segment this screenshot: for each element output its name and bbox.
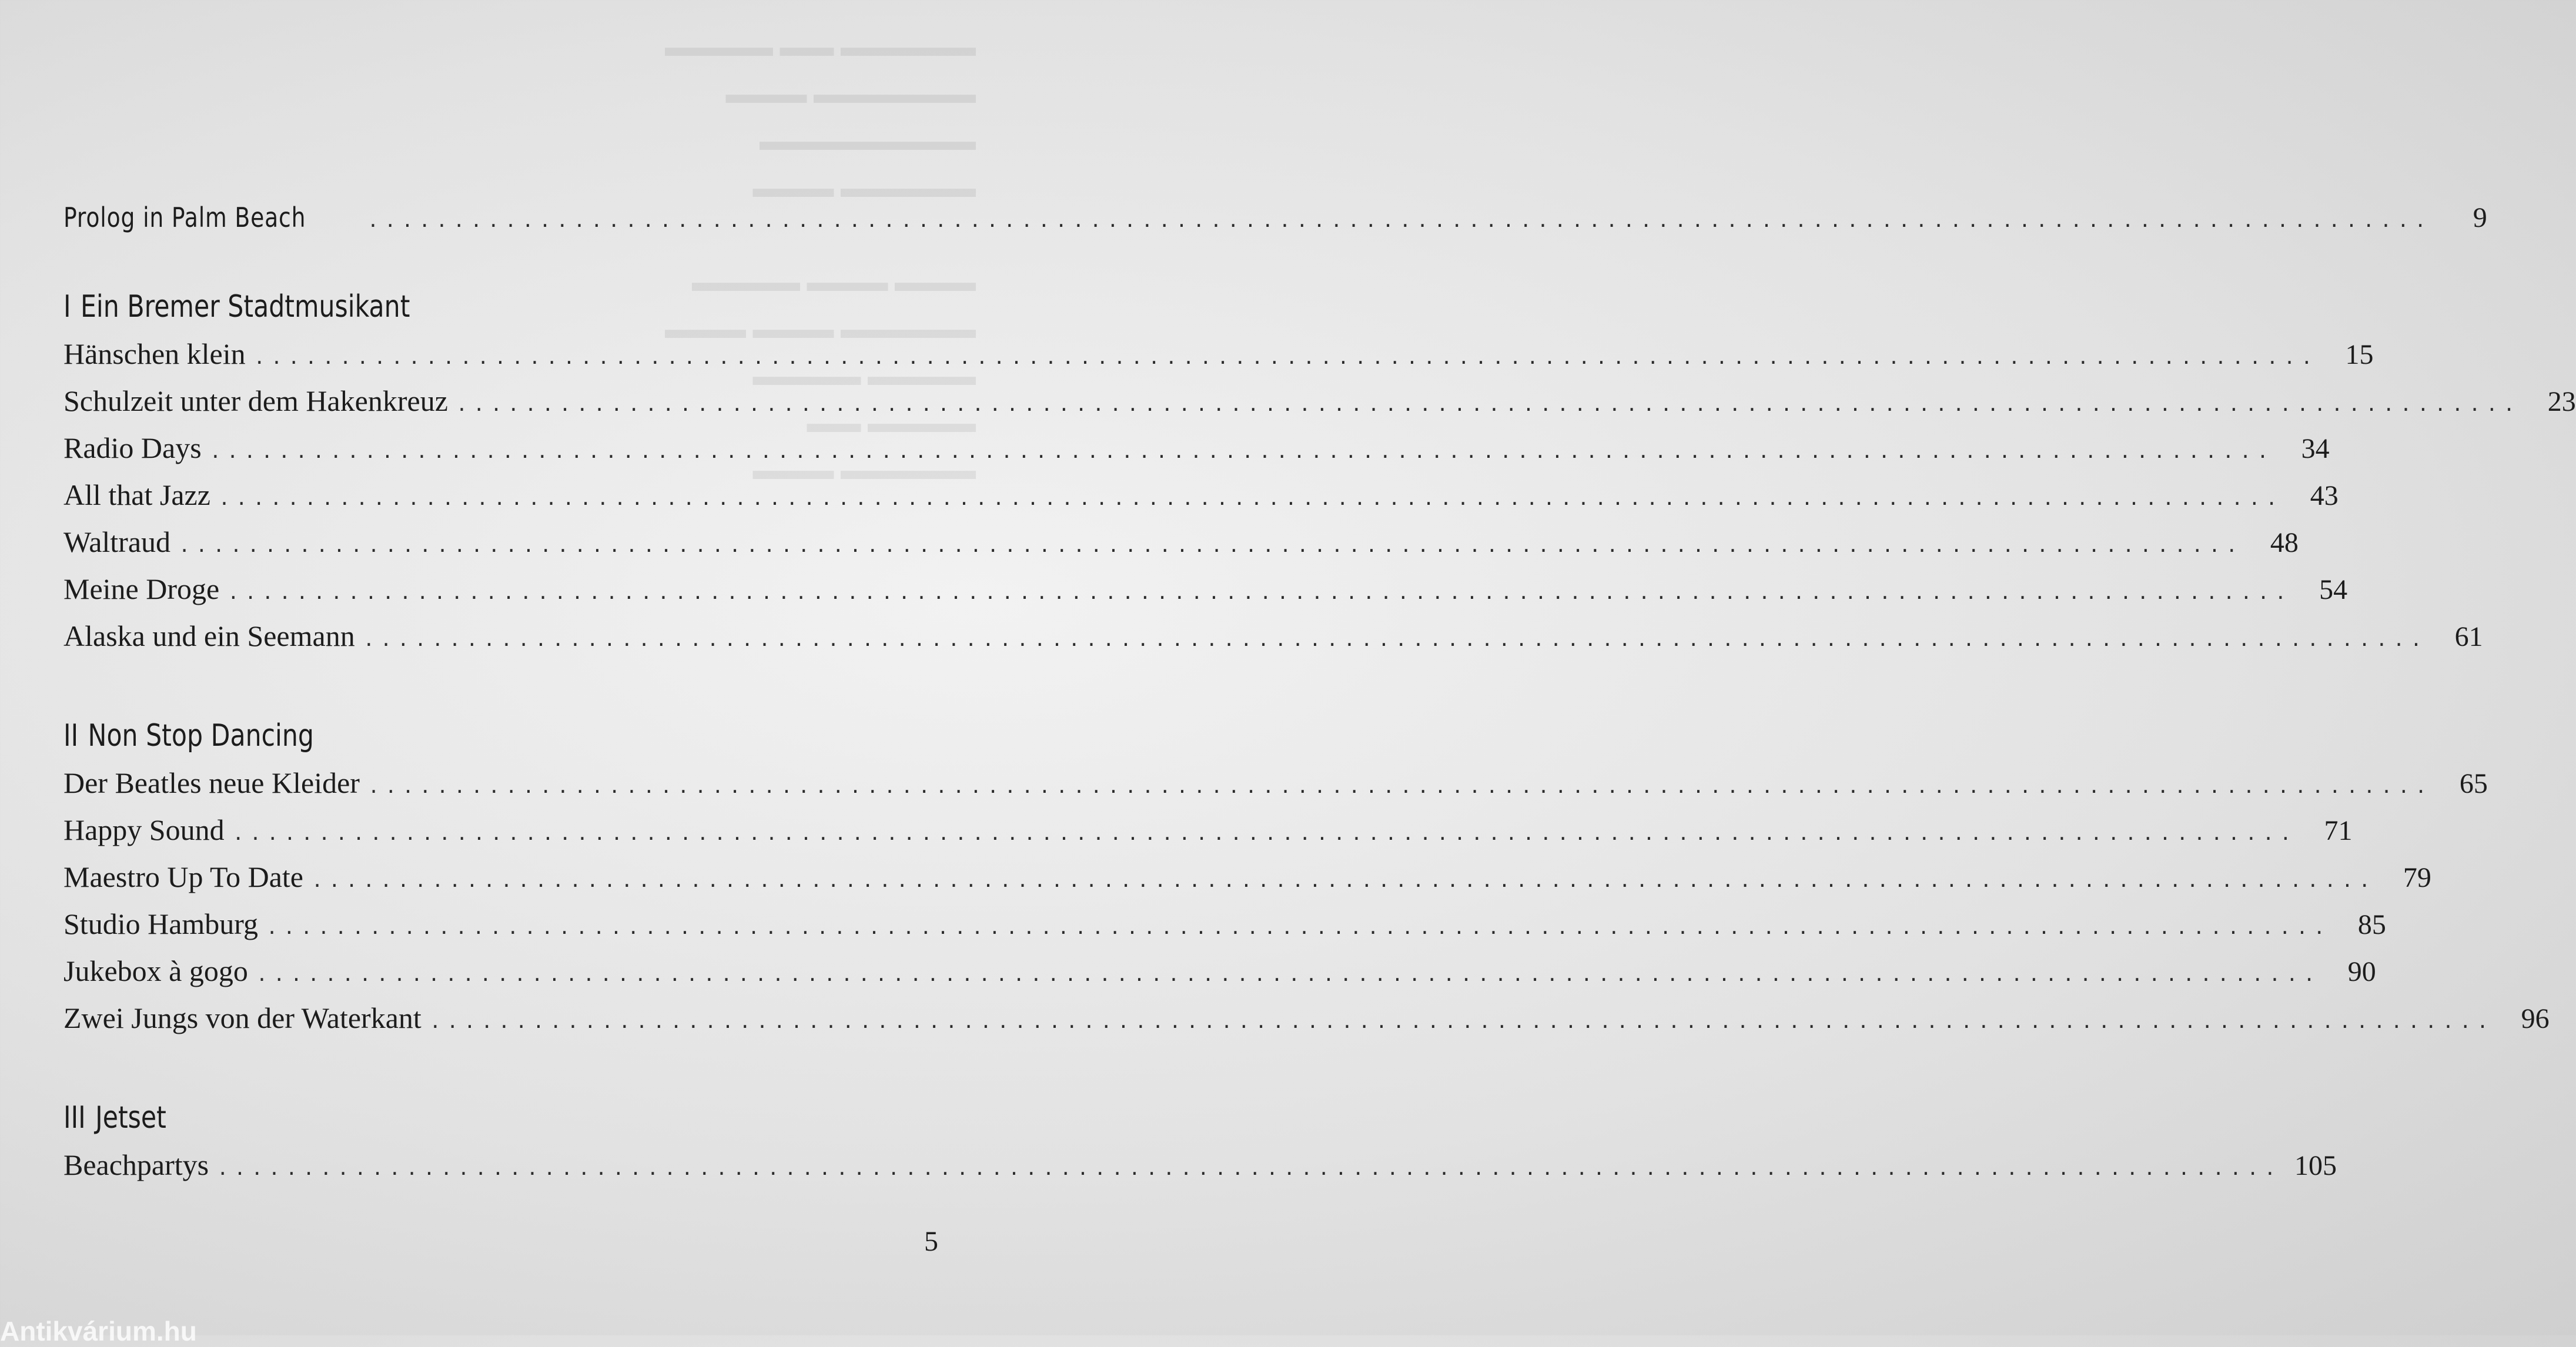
entry-page-number: 105 xyxy=(2294,1150,2337,1181)
toc-entry xyxy=(63,424,2330,471)
part-number: II xyxy=(63,718,79,753)
toc-entry-prolog xyxy=(63,194,2487,241)
part-title: Non Stop Dancing xyxy=(88,718,314,753)
toc-entry xyxy=(63,330,2374,377)
entry-title: Meine Droge xyxy=(63,572,220,605)
toc-entry xyxy=(63,947,2376,994)
toc-entry xyxy=(63,518,2299,565)
dot-leader: ........................................................................................................................ xyxy=(256,963,2321,986)
toc-entry xyxy=(63,565,2348,612)
entry-title: Jukebox à gogo xyxy=(63,954,248,987)
entry-page-number: 61 xyxy=(2454,621,2483,652)
dot-leader: ........................................................................................................................ xyxy=(456,393,2521,416)
part-title: Ein Bremer Stadtmusikant xyxy=(80,289,410,324)
toc-entry xyxy=(63,994,2550,1041)
entry-title: Happy Sound xyxy=(63,813,225,846)
dot-leader: ........................................................................................................................ xyxy=(311,869,2376,892)
part-heading xyxy=(63,712,777,759)
toc-entry xyxy=(63,471,2339,518)
entry-title: Waltraud xyxy=(63,525,171,558)
entry-title: All that Jazz xyxy=(63,478,210,511)
part-number: III xyxy=(63,1100,86,1135)
entry-page-number: 54 xyxy=(2319,574,2348,605)
entry-page-number: 90 xyxy=(2347,956,2376,987)
page-number: 5 xyxy=(924,1226,938,1257)
entry-title: Zwei Jungs von der Waterkant xyxy=(63,1001,421,1034)
dot-leader: ........................................................................................................................ xyxy=(218,487,2283,510)
toc-entry xyxy=(63,759,2488,806)
dot-leader: ........................................................................................................................ xyxy=(209,440,2274,463)
part-heading xyxy=(63,283,777,330)
watermark: Antikvárium.hu xyxy=(0,1316,197,1346)
part-heading xyxy=(63,1094,777,1141)
entry-title: Radio Days xyxy=(63,431,202,464)
entry-page-number: 85 xyxy=(2357,909,2386,940)
entry-title: Alaska und ein Seemann xyxy=(63,619,355,652)
dot-leader: ........................................................................................................................ xyxy=(429,1010,2494,1033)
dot-leader: ........................................................................................................................ xyxy=(232,822,2297,845)
toc-entry xyxy=(63,853,2431,900)
entry-page-number: 48 xyxy=(2270,527,2299,558)
entry-page-number: 43 xyxy=(2310,480,2339,511)
entry-page-number: 15 xyxy=(2345,339,2374,370)
dot-leader: ........................................................................................................................ xyxy=(179,534,2243,557)
part-number: I xyxy=(63,289,71,324)
dot-leader: ........................................................................................................................ xyxy=(217,1157,2281,1180)
entry-title: Maestro Up To Date xyxy=(63,860,303,893)
entry-title: Prolog in Palm Beach xyxy=(63,202,306,233)
toc-entry xyxy=(63,377,2576,424)
reverse-side-bleed-through: ▬▬▬▬ ▬▬ ▬▬▬▬▬ ▬▬▬ ▬▬▬▬▬▬ ▬▬▬▬▬▬▬▬ ▬▬▬ ▬▬▬▬▬ ▬▬▬▬ ▬▬▬ ▬▬▬ ▬▬▬ ▬▬▬ ▬▬▬▬▬ ▬▬▬▬ ▬▬▬▬ ▬▬ ▬▬▬▬ ▬▬▬ ▬▬▬▬▬ xyxy=(665,32,976,485)
part-title: Jetset xyxy=(95,1100,166,1135)
toc-entry xyxy=(63,900,2386,947)
toc-entry xyxy=(63,1141,2337,1188)
entry-page-number: 23 xyxy=(2547,386,2576,417)
entry-title: Beachpartys xyxy=(63,1148,209,1181)
dot-leader: ........................................................................................................................ xyxy=(228,581,2293,604)
dot-leader: ........................................................................................................................ xyxy=(367,209,2432,232)
dot-leader: ........................................................................................................................ xyxy=(253,346,2319,368)
dot-leader: ........................................................................................................................ xyxy=(367,775,2433,798)
entry-page-number: 34 xyxy=(2301,433,2330,464)
entry-title: Hänschen klein xyxy=(63,337,246,370)
table-of-contents xyxy=(63,194,2576,1188)
entry-page-number: 65 xyxy=(2459,768,2488,799)
toc-entry xyxy=(63,806,2353,853)
dot-leader: ........................................................................................................................ xyxy=(363,628,2428,651)
entry-title: Der Beatles neue Kleider xyxy=(63,766,360,799)
toc-entry xyxy=(63,612,2483,659)
dot-leader: ........................................................................................................................ xyxy=(266,916,2331,939)
entry-page-number: 79 xyxy=(2403,862,2431,893)
entry-title: Studio Hamburg xyxy=(63,907,259,940)
entry-page-number: 96 xyxy=(2521,1003,2550,1034)
entry-page-number: 71 xyxy=(2324,815,2353,846)
entry-page-number: 9 xyxy=(2473,202,2487,233)
entry-title: Schulzeit unter dem Hakenkreuz xyxy=(63,384,448,417)
